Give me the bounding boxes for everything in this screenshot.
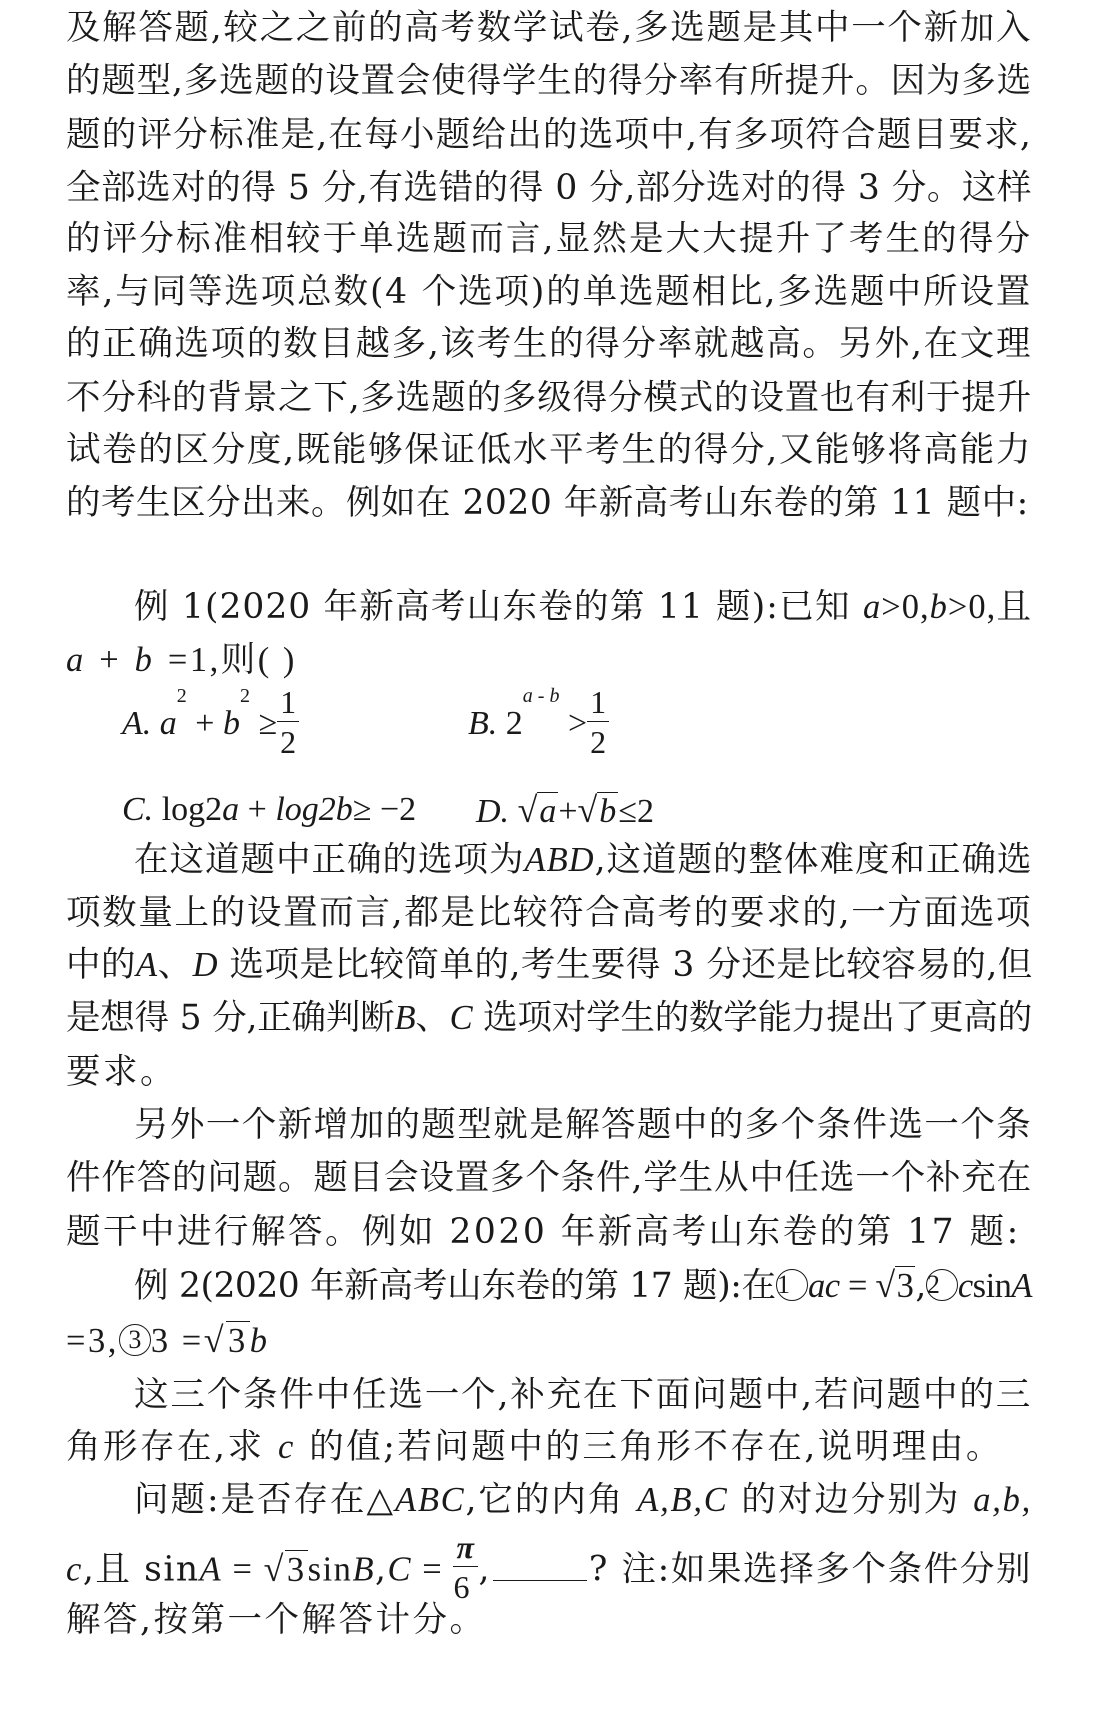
comma: , <box>478 1549 491 1590</box>
text: 角形存在,求 <box>66 1427 265 1467</box>
fraction <box>277 686 299 758</box>
option-ref: B <box>394 999 416 1037</box>
log-term: log2 <box>161 791 223 828</box>
text-line <box>66 940 1032 990</box>
expression: 3 = <box>150 1322 204 1360</box>
fraction <box>587 686 609 758</box>
var-c: c <box>277 1428 296 1466</box>
fill-in-blank <box>493 1552 587 1581</box>
fraction <box>453 1531 478 1603</box>
example-1-stem <box>134 582 1032 632</box>
comma: , <box>375 1549 388 1590</box>
separator: 、 <box>415 998 450 1038</box>
relation: > <box>567 704 588 742</box>
log-term: log2b <box>275 791 353 828</box>
separator: 、 <box>157 945 193 985</box>
option-c <box>122 788 416 832</box>
condition-rest: =1,则( ) <box>167 641 297 679</box>
var-B: B <box>352 1550 376 1589</box>
option-ref: A <box>136 946 158 984</box>
denominator: 2 <box>590 724 607 760</box>
relation: >0,且 <box>947 588 1032 626</box>
option-ref: D <box>192 946 218 984</box>
denominator: 6 <box>453 1569 471 1605</box>
option-b <box>468 684 609 762</box>
example-1-intro: 例 1(2020 年新高考山东卷的第 11 题):已知 <box>134 587 851 627</box>
text-line: 题干中进行解答。例如 2020 年新高考山东卷的第 17 题: <box>66 1212 1021 1252</box>
numerator: π <box>453 1531 478 1567</box>
radicand: a <box>539 793 557 830</box>
example-2-stem-cont <box>66 1315 1032 1365</box>
text-line <box>134 835 1032 885</box>
text: 中的 <box>66 945 136 985</box>
option-label: D. <box>476 793 510 830</box>
text: 选项对学生的数学能力提出了更高的 <box>472 998 1032 1038</box>
radical-icon: √ <box>577 790 598 830</box>
denominator: 2 <box>280 724 297 760</box>
comma: , <box>915 1266 926 1306</box>
text-line: 项数量上的设置而言,都是比较符合高考的要求的,一方面选项 <box>66 893 1032 933</box>
text: ,它的内角 <box>465 1480 625 1520</box>
radical-icon: √ <box>203 1320 226 1360</box>
text-line: 题的评分标准是,在每小题给出的选项中,有多项符合题目要求, <box>66 115 1033 155</box>
text-line: 件作答的问题。题目会设置多个条件,学生从中任选一个补充在 <box>66 1158 1032 1198</box>
var-c: c <box>957 1267 973 1305</box>
text-line: 解答,按第一个解答计分。 <box>66 1600 487 1640</box>
sin: sin <box>307 1550 353 1589</box>
circled-number: 2 <box>926 1269 958 1301</box>
exponent: a - b <box>522 685 560 707</box>
radicand: 3 <box>286 1550 306 1589</box>
text-line: 另外一个新增加的题型就是解答题中的多个条件选一个条 <box>134 1105 1032 1145</box>
sqrt <box>518 788 559 834</box>
text: 问题:是否存在△ <box>134 1480 396 1520</box>
var-c: c <box>66 1550 83 1589</box>
text: 的值;若问题中的三角形不存在,说明理由。 <box>295 1427 1003 1467</box>
sqrt <box>204 1315 250 1366</box>
radicand: b <box>599 793 617 830</box>
relation: ≥ −2 <box>352 791 417 828</box>
var-b: b <box>929 588 948 626</box>
var-a: a <box>863 588 882 626</box>
example-2-intro: 例 2(2020 年新高考山东卷的第 17 题):在 <box>134 1266 776 1306</box>
circled-number: 1 <box>776 1269 808 1301</box>
option-a <box>122 684 299 762</box>
text-line <box>66 1529 1032 1605</box>
text: 的对边分别为 <box>728 1480 961 1520</box>
exponent: 2 <box>176 685 187 707</box>
radicand: 3 <box>227 1322 248 1360</box>
sqrt <box>875 1260 915 1311</box>
text-line: 不分科的背景之下,多选题的多级得分模式的设置也有利于提升 <box>66 378 1032 418</box>
var-b: b <box>222 704 240 742</box>
angle-vars: A,B,C <box>637 1481 729 1519</box>
numerator: 1 <box>587 686 609 722</box>
text: ,且 sin <box>82 1549 200 1590</box>
circled-number: 3 <box>119 1324 151 1356</box>
sqrt <box>578 788 619 834</box>
sqrt <box>264 1541 308 1598</box>
option-ref: C <box>449 999 473 1037</box>
var-a: a <box>66 641 86 679</box>
text-line: 这三个条件中任选一个,补充在下面问题中,若问题中的三 <box>134 1375 1032 1415</box>
text-line <box>66 993 1032 1043</box>
triangle-name: ABC <box>395 1481 466 1519</box>
var-a: a <box>159 704 177 742</box>
relation: >0, <box>881 588 930 626</box>
plus: + <box>195 704 215 742</box>
example-2-stem <box>134 1260 1032 1310</box>
text-line <box>66 1422 1032 1472</box>
numerator: 1 <box>277 686 299 722</box>
text: ,这道题的整体难度和正确选 <box>594 840 1033 880</box>
radical-icon: √ <box>263 1548 285 1589</box>
option-label: A. <box>122 704 152 742</box>
sin: sin <box>972 1267 1012 1305</box>
text-line: 率,与同等选项总数(4 个选项)的单选题相比,多选题中所设置 <box>66 272 1032 312</box>
var-A: A <box>1011 1267 1032 1305</box>
var-C: C <box>387 1550 412 1589</box>
text: ? 注:如果选择多个条件分别 <box>588 1549 1032 1590</box>
text-line: 全部选对的得 5 分,有选错的得 0 分,部分选对的得 3 分。这样 <box>66 168 1032 208</box>
var-b: b <box>249 1322 270 1360</box>
text-line: 的评分标准相较于单选题而言,显然是大大提升了考生的得分 <box>66 219 1032 259</box>
radical-icon: √ <box>875 1265 895 1305</box>
radical-icon: √ <box>517 790 538 830</box>
plus: + <box>247 791 267 828</box>
equals: = <box>839 1267 876 1305</box>
expression: =3, <box>66 1322 119 1360</box>
text: 选项是比较简单的,考生要得 3 分还是比较容易的,但 <box>218 945 1033 985</box>
text-line: 要求。 <box>66 1052 177 1092</box>
text: 在这道题中正确的选项为 <box>134 840 525 880</box>
base: 2 <box>505 704 523 742</box>
text-line <box>134 1475 1032 1525</box>
plus: + <box>558 793 578 830</box>
var-a: a <box>222 791 240 828</box>
option-label: C. <box>122 791 154 828</box>
option-label: B. <box>468 704 498 742</box>
radicand: 3 <box>896 1267 914 1305</box>
equals: = <box>412 1550 454 1589</box>
text-line: 的正确选项的数目越多,该考生的得分率就越高。另外,在文理 <box>66 324 1032 364</box>
option-d <box>476 788 654 834</box>
plus: + <box>99 641 122 679</box>
relation: ≤2 <box>618 793 654 830</box>
side-vars: a,b, <box>973 1481 1033 1519</box>
example-1-stem-cont <box>66 635 1032 685</box>
relation: ≥ <box>258 704 278 742</box>
text-line: 的题型,多选题的设置会使得学生的得分率有所提升。因为多选 <box>66 61 1032 101</box>
text-line: 及解答题,较之之前的高考数学试卷,多选题是其中一个新加入 <box>66 8 1032 48</box>
var-b: b <box>134 641 155 679</box>
expression: ac <box>807 1267 840 1305</box>
text: 是想得 5 分,正确判断 <box>66 998 395 1038</box>
text-line: 的考生区分出来。例如在 2020 年新高考山东卷的第 11 题中: <box>66 483 1029 523</box>
answer: ABD <box>524 841 595 879</box>
exponent: 2 <box>239 685 250 707</box>
equals: = <box>222 1550 264 1589</box>
text-line: 试卷的区分度,既能够保证低水平考生的得分,又能够将高能力 <box>66 430 1032 470</box>
var-A: A <box>199 1550 223 1589</box>
